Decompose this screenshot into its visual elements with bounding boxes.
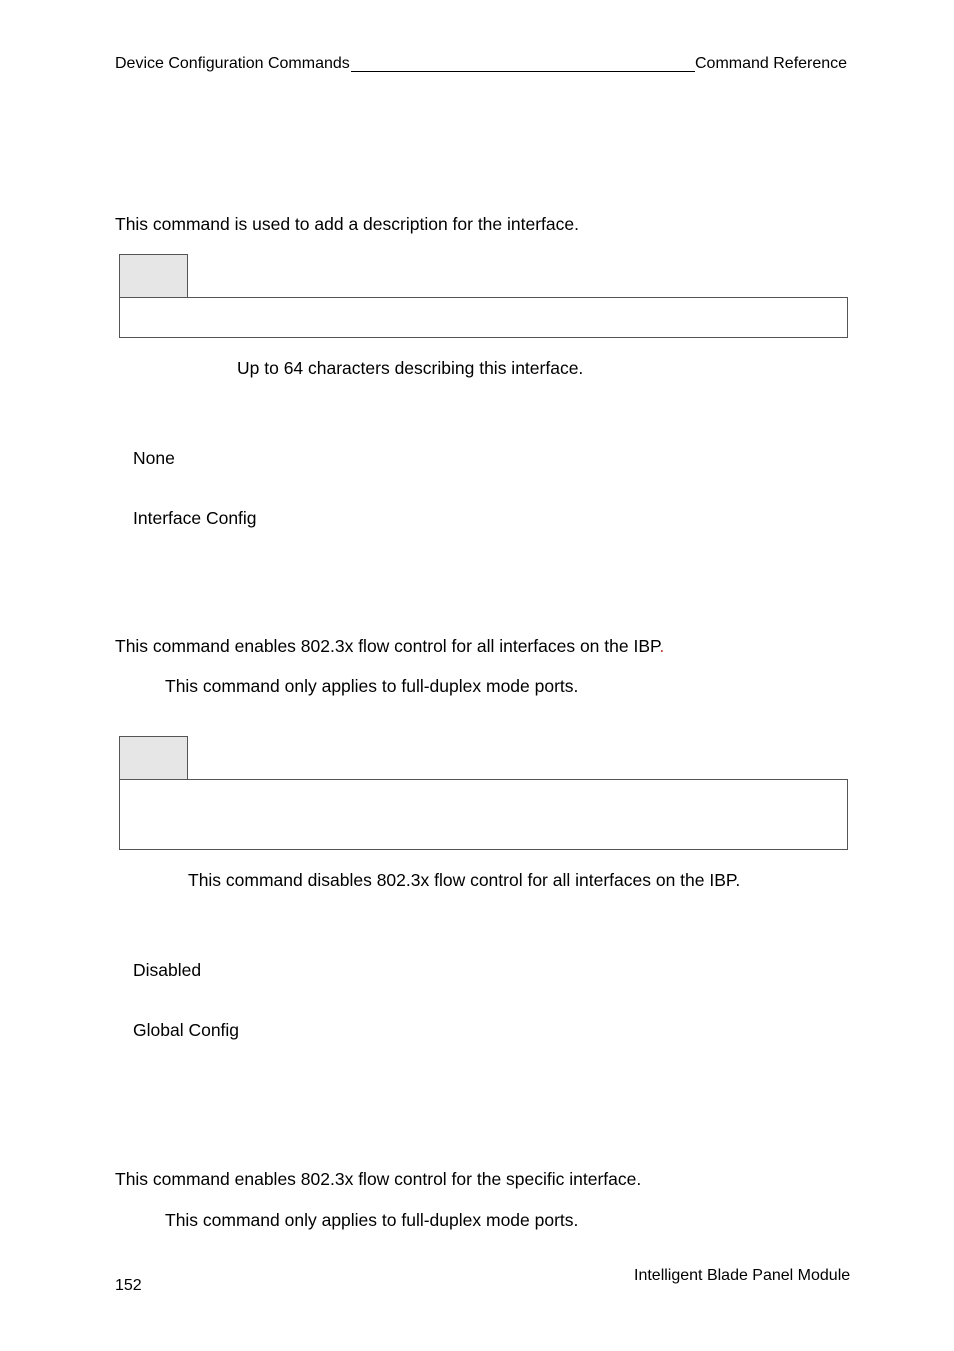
section2-mode: Global Config	[133, 1020, 240, 1040]
section2-description-text: This command enables 802.3x flow control for all interfaces on the IBP	[115, 636, 660, 656]
section2-no-form: This command disables 802.3x flow control for all interfaces on the IBP.	[188, 870, 741, 890]
footer-product: Intelligent Blade Panel Module	[634, 1267, 851, 1284]
section2-note: This command only applies to full-duplex mode ports.	[165, 676, 579, 696]
section1-mode: Interface Config	[133, 508, 257, 528]
syntax-box-1	[119, 297, 848, 338]
section1-param-description: Up to 64 characters describing this interface.	[237, 358, 584, 378]
section1-default: None	[133, 448, 175, 468]
header-rule	[351, 71, 695, 72]
section3-note: This command only applies to full-duplex mode ports.	[165, 1210, 579, 1230]
section1-description: This command is used to add a description for the interface.	[115, 214, 579, 234]
section2-description-period: .	[659, 636, 665, 656]
syntax-box-2-tab	[119, 736, 188, 780]
syntax-box-1-tab	[119, 254, 188, 298]
header-right: Command Reference	[695, 55, 848, 72]
page-number: 152	[115, 1277, 142, 1294]
section2-default: Disabled	[133, 960, 202, 980]
section3-description: This command enables 802.3x flow control for the specific interface.	[115, 1169, 642, 1189]
header-left: Device Configuration Commands	[115, 55, 350, 72]
section2-description	[115, 636, 664, 656]
syntax-box-2	[119, 779, 848, 850]
